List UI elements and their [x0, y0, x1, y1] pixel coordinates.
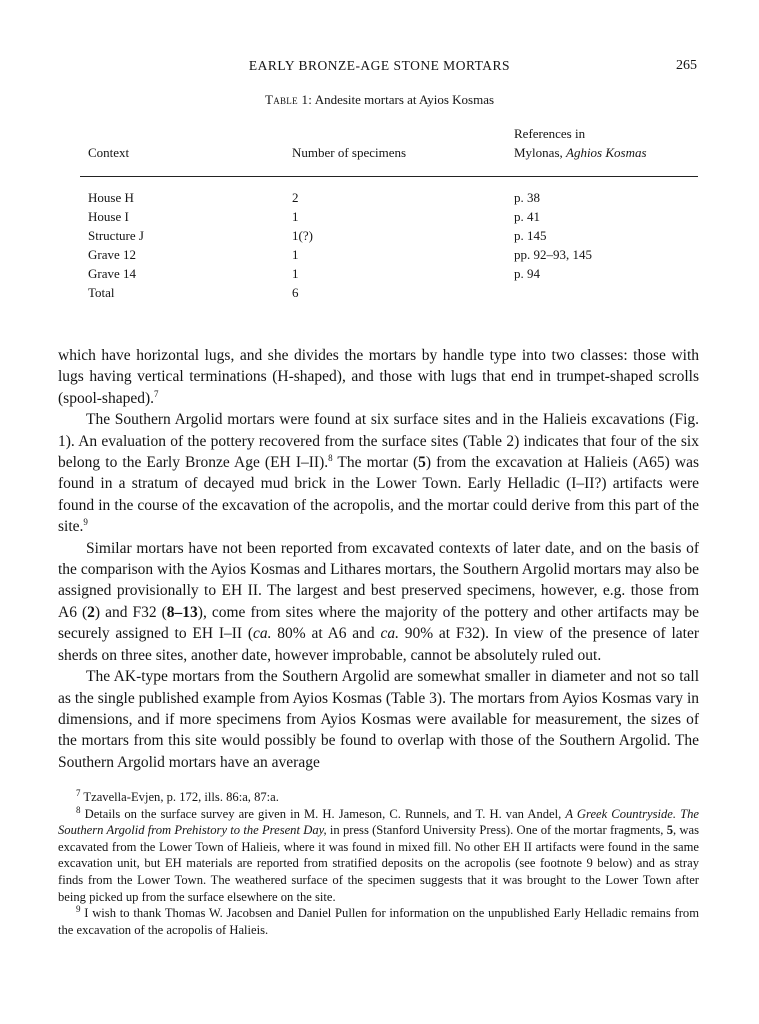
- catalogue-number: 8–13: [166, 603, 198, 621]
- footnote-text: Details on the surface survey are given in M. H. Jameson, C. Runnels, and T. H. van Andel,: [84, 806, 566, 821]
- table-cell-number: 1: [292, 266, 299, 281]
- footnote-number: 7: [76, 787, 81, 798]
- catalogue-number: 5: [666, 823, 674, 838]
- catalogue-number: 2: [87, 603, 95, 621]
- footnotes: [58, 789, 699, 938]
- catalogue-number: 5: [418, 454, 426, 472]
- column-header-context: Context: [88, 145, 130, 160]
- footnote-number: 9: [76, 903, 81, 914]
- paragraph: The AK-type mortars from the Southern Argolid are somewhat smaller in diameter and not so tall as the single published example from Ayios Kosmas (Table 3). The mortars from Ayios Kosmas vary in dimensions, and if more specimens from Ayios Kosmas were available for measurement, the sizes of the mortars from this site would possibly be found to overlap with those of the Southern Argolid. The Southern Argolid mortars have an average: [58, 668, 699, 771]
- table-cell-context: Structure J: [88, 228, 144, 243]
- paragraph: [58, 345, 699, 409]
- footnote-text: Tzavella-Evjen, p. 172, ills. 86:a, 87:a.: [83, 790, 279, 804]
- column-header-references: [514, 124, 647, 162]
- paragraph-text: 80% at A6 and: [271, 625, 381, 643]
- paragraph-text: The Southern Argolid mortars were found at six surface sites and in the Halieis excavations (Fig. 1). An evaluation of the pottery recovered from the surface sites (Table 2) indicates that four of the six belong to the Early Bronze Age (EH I–II).: [58, 411, 699, 472]
- table-caption: [0, 92, 759, 108]
- running-title: EARLY BRONZE-AGE STONE MORTARS: [248, 58, 511, 73]
- footnote-ref: 9: [83, 517, 88, 528]
- references-author: Mylonas,: [514, 145, 563, 160]
- paragraph-text: ) from the excavation at Halieis (A65) was found in a stratum of decayed mud brick in the Lower Town. Early Helladic (I–II?) artifacts were found in the course of the excavation of the acropolis, and the mortar could derive from this part of the site.: [58, 454, 699, 536]
- footnote-number: 8: [76, 804, 81, 815]
- column-header-references-line1: References in: [514, 126, 586, 141]
- footnote-text: , was excavated from the Lower Town of Halieis, where it was found in mixed fill. No other EH II artifacts were found in the same excavation unit, but EH materials are reported from stratified deposits on the acropolis (see footnote 9 below) and as stray finds from the Lower Town. The weathered surface of the specimen suggests that it was brought to the Lower Town after being picked up from the surface elsewhere on the site.: [58, 823, 700, 904]
- table-caption-text: Andesite mortars at Ayios Kosmas: [314, 92, 495, 107]
- table-cell-number: 1: [292, 247, 299, 262]
- table-cell-number: 6: [292, 285, 299, 300]
- table-cell-number: 1(?): [292, 228, 313, 243]
- book-title: A Greek Countryside. The Southern Argolid from Prehistory to the Present Day,: [58, 806, 699, 838]
- paragraph-text: which have horizontal lugs, and she divides the mortars by handle type into two classes: those with lugs having vertical terminations (H-shaped), and those with lugs that end in trumpet-shaped scrolls (spool-shaped).: [58, 347, 699, 407]
- body-text: [58, 345, 699, 773]
- footnote-ref: 7: [154, 388, 159, 399]
- paragraph-text: 90% at F32). In view of the presence of later sherds on three sites, another date, however improbable, cannot be absolutely ruled out.: [58, 625, 699, 664]
- paragraph: [58, 538, 699, 666]
- table-cell-context: Grave 12: [88, 247, 137, 262]
- table-cell-number: 2: [292, 190, 299, 205]
- table-header-rule: [80, 176, 698, 177]
- footnote-9: [58, 905, 699, 938]
- table-cell-reference: p. 145: [514, 228, 547, 243]
- footnote-7: [58, 789, 699, 806]
- table-cell-context: House H: [88, 190, 134, 205]
- references-title: Aghios Kosmas: [566, 145, 647, 160]
- table-cell-context: Total: [88, 285, 115, 300]
- table-cell-context: House I: [88, 209, 129, 224]
- footnote-text: I wish to thank Thomas W. Jacobsen and Daniel Pullen for information on the unpublished Early Helladic remains from the excavation of the acropolis of Halieis.: [58, 906, 699, 937]
- paragraph: [58, 409, 699, 537]
- circa-abbrev: ca.: [380, 625, 399, 643]
- table-cell-reference: p. 41: [514, 209, 540, 224]
- circa-abbrev: ca.: [253, 625, 272, 643]
- column-header-references-line2: [514, 143, 647, 162]
- table-cell-context: Grave 14: [88, 266, 137, 281]
- page-number: 265: [676, 58, 697, 73]
- table-cell-reference: p. 38: [514, 190, 540, 205]
- column-header-number: Number of specimens: [292, 145, 407, 160]
- paragraph-text: ) and F32 (: [94, 603, 167, 621]
- table-caption-label: Table 1:: [264, 92, 313, 107]
- table-cell-reference: pp. 92–93, 145: [514, 247, 592, 262]
- table-cell-reference: p. 94: [514, 266, 540, 281]
- paragraph-text: The mortar (: [332, 454, 419, 472]
- footnote-8: [58, 806, 699, 906]
- paragraph-text: Similar mortars have not been reported from excavated contexts of later date, and on the basis of the comparison with the Ayios Kosmas and Lithares mortars, the Southern Argolid mortars may also be assigned provisionally to EH II. The largest and best preserved specimens, however, e.g. those from A6 (: [58, 539, 699, 621]
- table-cell-number: 1: [292, 209, 299, 224]
- footnote-text: in press (Stanford University Press). One of the mortar fragments,: [326, 823, 667, 838]
- paragraph-text: ), come from sites where the majority of the pottery and other artifacts may be securely assigned to EH I–II (: [58, 603, 699, 643]
- footnote-ref: 8: [328, 452, 333, 463]
